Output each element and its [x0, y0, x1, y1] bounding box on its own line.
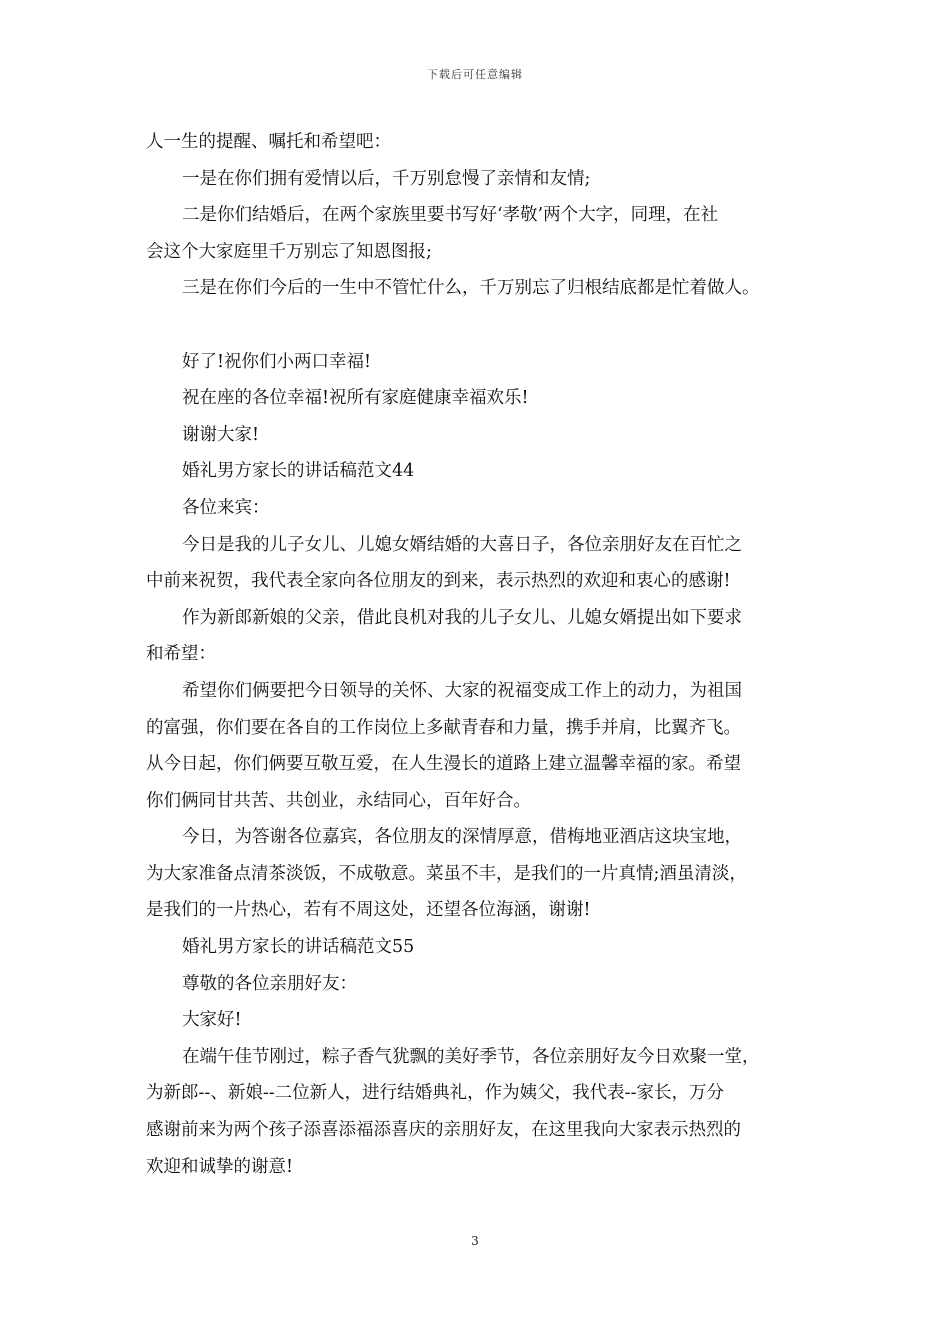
text-line: 的富强，你们要在各自的工作岗位上多献青春和力量，携手并肩，比翼齐飞。 — [146, 717, 741, 738]
text-line: 婚礼男方家长的讲话稿范文44 — [182, 461, 415, 482]
text-line: 在端午佳节刚过，粽子香气犹飘的美好季节，各位亲朋好友今日欢聚一堂， — [182, 1046, 760, 1067]
text-line: 是我们的一片热心，若有不周这处，还望各位海涵，谢谢! — [146, 900, 591, 921]
text-line: 大家好! — [182, 1010, 242, 1031]
text-line: 和希望： — [146, 644, 216, 665]
page-number: 3 — [471, 1234, 479, 1248]
text-line: 今日是我的儿子女儿、儿媳女婿结婚的大喜日子，各位亲朋好友在百忙之 — [182, 534, 742, 555]
text-line: 为大家准备点清茶淡饭，不成敬意。菜虽不丰，是我们的一片真情;酒虽清淡， — [146, 863, 747, 884]
text-line: 尊敬的各位亲朋好友： — [182, 973, 357, 994]
blank-line — [146, 307, 810, 344]
text-line: 会这个大家庭里千万别忘了知恩图报; — [146, 241, 432, 262]
text-line: 谢谢大家! — [182, 424, 260, 445]
document-body — [146, 124, 810, 1185]
text-line: 感谢前来为两个孩子添喜添福添喜庆的亲朋好友，在这里我向大家表示热烈的 — [146, 1120, 741, 1141]
text-line: 好了!祝你们小两口幸福! — [182, 351, 372, 372]
text-line: 从今日起，你们俩要互敬互爱，在人生漫长的道路上建立温馨幸福的家。希望 — [146, 754, 741, 775]
text-line: 欢迎和诚挚的谢意! — [146, 1156, 294, 1177]
text-line: 一是在你们拥有爱情以后，千万别怠慢了亲情和友情; — [182, 168, 591, 189]
text-line: 为新郎--、新娘--二位新人，进行结婚典礼，作为姨父，我代表--家长，万分 — [146, 1083, 724, 1104]
text-line: 你们俩同甘共苦、共创业，永结同心，百年好合。 — [146, 790, 531, 811]
header-note: 下载后可任意编辑 — [427, 68, 523, 81]
text-line: 作为新郎新娘的父亲，借此良机对我的儿子女儿、儿媳女婿提出如下要求 — [182, 607, 742, 628]
text-line: 二是你们结婚后，在两个家族里要书写好‘孝敬’两个大字，同理，在社 — [182, 205, 719, 226]
text-line: 婚礼男方家长的讲话稿范文55 — [182, 937, 415, 958]
text-line: 三是在你们今后的一生中不管忙什么，千万别忘了归根结底都是忙着做人。 — [182, 278, 760, 299]
text-line: 中前来祝贺，我代表全家向各位朋友的到来，表示热烈的欢迎和衷心的感谢! — [146, 571, 731, 592]
text-line: 希望你们俩要把今日领导的关怀、大家的祝福变成工作上的动力，为祖国 — [182, 680, 742, 701]
text-line: 人一生的提醒、嘱托和希望吧： — [146, 132, 391, 152]
text-line: 今日，为答谢各位嘉宾，各位朋友的深情厚意，借梅地亚酒店这块宝地， — [182, 827, 742, 848]
text-line: 祝在座的各位幸福!祝所有家庭健康幸福欢乐! — [182, 388, 529, 409]
text-line: 各位来宾： — [182, 497, 270, 518]
